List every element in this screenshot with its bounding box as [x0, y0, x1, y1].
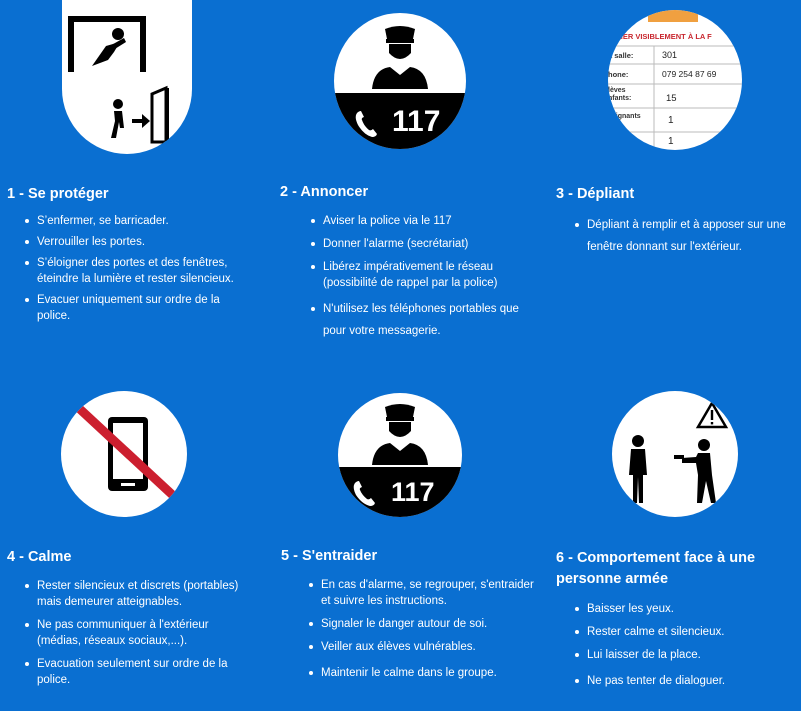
list-item: Lui laisser de la place.	[575, 647, 795, 663]
icon-armed-person-circle	[612, 391, 738, 517]
form-label-room: a salle:	[608, 51, 634, 60]
list-item: Libérez impérativement le réseau (possibilité de rappel par la police)	[311, 259, 526, 291]
form-value-room: 301	[662, 50, 678, 60]
section-list-announce	[311, 213, 526, 349]
icon-police-call-circle	[334, 13, 466, 149]
form-label-teachers: seignants tes:	[608, 113, 641, 128]
list-item: Rester calme et silencieux.	[575, 624, 795, 640]
section-title-armed-person: 6 - Comportement face à une personne armée	[556, 550, 756, 587]
list-item: Evacuer uniquement sur ordre de la police.	[25, 292, 255, 324]
form-value-phone: 079 254 87 69	[662, 69, 717, 79]
section-title-protect: 1 - Se protéger	[7, 186, 109, 202]
form-label-phone: hone:	[608, 70, 629, 79]
list-item: Veiller aux élèves vulnérables.	[309, 639, 539, 655]
icon-no-phone-circle	[61, 391, 187, 517]
list-item: Dépliant à remplir et à apposer sur une fenêtre donnant sur l'extérieur.	[575, 214, 800, 258]
section-list-protect	[25, 213, 255, 329]
form-value-teachers: 1	[668, 115, 674, 126]
no-phone-icon	[61, 391, 187, 517]
form-header: CHER VISIBLEMENT À LA F	[612, 32, 712, 41]
list-item: Verrouiller les portes.	[25, 234, 255, 250]
list-item: Donner l'alarme (secrétariat)	[311, 236, 526, 252]
form-label-students: lèves nfants:	[608, 87, 632, 102]
list-item: Signaler le danger autour de soi.	[309, 616, 539, 632]
section-title-leaflet: 3 - Dépliant	[556, 186, 635, 202]
section-list-leaflet	[575, 214, 800, 265]
icon-protect-circle	[62, 0, 192, 154]
list-item: Maintenir le calme dans le groupe.	[309, 665, 539, 681]
list-item: S’éloigner des portes et des fenêtres, éteindre la lumière et rester silencieux.	[25, 255, 255, 287]
icon-leaflet-circle	[608, 10, 742, 150]
list-item: Ne pas communiquer à l'extérieur (médias, réseaux sociaux,...).	[25, 617, 255, 649]
list-item: N'utilisez les téléphones portables que pour votre messagerie.	[311, 298, 526, 342]
section-title-help: 5 - S'entraider	[281, 548, 378, 564]
section-list-armed-person	[575, 601, 795, 696]
list-item: Baisser les yeux.	[575, 601, 795, 617]
list-item: Ne pas tenter de dialoguer.	[575, 673, 795, 689]
list-item: Evacuation seulement sur ordre de la police.	[25, 656, 255, 688]
police-number: 117	[392, 105, 441, 138]
section-list-calm	[25, 578, 255, 695]
police-number: 117	[391, 477, 435, 507]
list-item: Aviser la police via le 117	[311, 213, 526, 229]
form-value-other: 1	[668, 136, 674, 147]
form-lines	[608, 10, 742, 150]
form-value-students: 15	[666, 93, 677, 104]
section-list-help	[309, 577, 539, 688]
armed-person-warning-icon	[612, 391, 738, 517]
section-title-calm: 4 - Calme	[7, 549, 72, 565]
section-title-announce: 2 - Annoncer	[280, 184, 369, 200]
list-item: S’enfermer, se barricader.	[25, 213, 255, 229]
barricade-exit-icon	[62, 0, 192, 154]
list-item: En cas d'alarme, se regrouper, s'entraider et suivre les instructions.	[309, 577, 539, 609]
icon-police-help-circle	[338, 393, 462, 517]
list-item: Rester silencieux et discrets (portables) mais demeurer atteignables.	[25, 578, 255, 610]
